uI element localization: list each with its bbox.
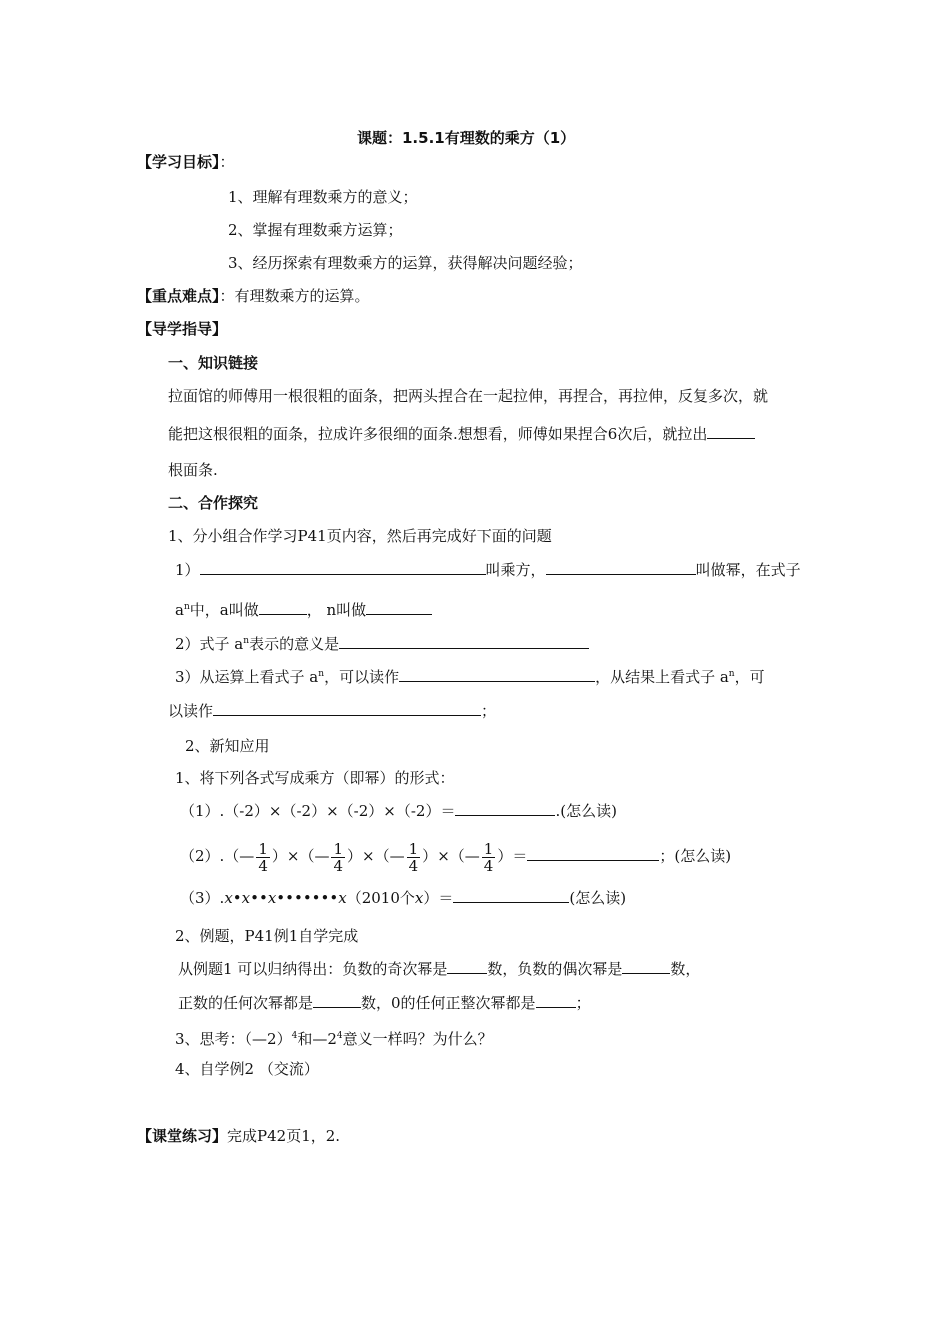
key-points-line: [137, 286, 370, 306]
key-points-heading: 【重点难点】: [137, 287, 220, 305]
fraction-one-quarter: [482, 841, 496, 874]
fraction-one-quarter: [407, 841, 421, 874]
close-paren: ）: [497, 847, 513, 865]
question-text: 叫乘方，: [485, 561, 546, 579]
times-sign: ×: [437, 847, 450, 865]
examples-title: 2、例题，P41例1自学完成: [175, 927, 359, 945]
exercise-number: （3）.: [180, 889, 225, 907]
answer-blank[interactable]: [455, 801, 555, 816]
section1-paragraph-line: 拉面馆的师傅用一根很粗的面条，把两头捏合在一起拉伸，再捏合，再拉伸，反复多次，就: [168, 387, 769, 405]
exponent-n: n: [318, 669, 325, 679]
fraction-one-quarter: [256, 841, 270, 874]
examples-text: ；: [575, 994, 591, 1012]
examples-text: 数，0的任何正整次幂都是: [361, 994, 536, 1012]
ellipsis-dots: •••••••: [276, 889, 339, 907]
examples-text: 正数的任何次幂都是: [178, 994, 314, 1012]
question-1-number: 1）: [175, 561, 200, 579]
practice-line: [137, 1126, 340, 1146]
think-text: 意义一样吗？为什么？: [342, 1030, 493, 1048]
open-paren-minus: （—: [374, 847, 405, 865]
answer-blank[interactable]: [399, 667, 595, 682]
section1-heading: 一、知识链接: [168, 354, 259, 372]
close-paren: ）: [271, 847, 287, 865]
answer-blank[interactable]: [366, 600, 432, 615]
question-text: 3）从运算上看式子 a: [175, 668, 319, 686]
question-text: 以读作: [168, 702, 214, 720]
think-text: 3、思考：（—2）: [175, 1030, 292, 1048]
fraction-numerator: 1: [258, 839, 268, 858]
objective-item: 3、经历探索有理数乘方的运算，获得解决问题经验；: [228, 254, 583, 272]
answer-blank[interactable]: [213, 701, 481, 716]
answer-blank[interactable]: [453, 888, 569, 903]
answer-blank[interactable]: [339, 634, 589, 649]
exercise-text: （2010个: [346, 889, 415, 907]
question-text: ，从结果上看式子 a: [595, 668, 729, 686]
section3-heading: 2、新知应用: [185, 737, 270, 755]
equals-sign: ＝: [512, 847, 528, 865]
answer-blank[interactable]: [200, 560, 486, 575]
question-text: 中，a叫做: [189, 601, 259, 619]
exponent-n: n: [728, 669, 735, 679]
question-text: ， n叫做: [306, 601, 367, 619]
exercise-1-expression: （1）.（-2）×（-2）×（-2）×（-2）＝: [180, 802, 456, 820]
answer-blank[interactable]: [447, 959, 487, 974]
key-points-text: ：有理数乘方的运算。: [219, 287, 370, 305]
exponent-n: n: [243, 636, 250, 646]
answer-blank[interactable]: [527, 846, 659, 861]
fraction-numerator: 1: [483, 839, 494, 858]
how-to-read-hint: ；(怎么读): [659, 847, 732, 865]
question-text: ，可以读作: [324, 668, 400, 686]
fraction-denominator: 4: [258, 856, 268, 875]
section1-paragraph-line: [168, 424, 755, 444]
variable-a: a: [175, 601, 184, 619]
self-study-line: 4、自学例2 （交流）: [175, 1060, 319, 1078]
question-text: 2）式子 a: [175, 635, 244, 653]
objective-item: 2、掌握有理数乘方运算；: [228, 221, 403, 239]
answer-blank[interactable]: [259, 600, 307, 615]
objectives-heading: 【学习目标】: [137, 153, 220, 171]
objectives-heading-line: [137, 152, 235, 172]
how-to-read-hint: .(怎么读): [555, 802, 617, 820]
section2-task: 1、分小组合作学习P41页内容，然后再完成好下面的问题: [168, 527, 552, 545]
question-text: ，可: [734, 668, 765, 686]
question-1-line-2: [175, 597, 432, 620]
exponent: 4: [336, 1031, 343, 1041]
examples-text: 从例题1 可以归纳得出：负数的奇次幂是: [178, 960, 448, 978]
fraction-denominator: 4: [333, 856, 344, 875]
answer-blank[interactable]: [707, 424, 755, 439]
fraction-one-quarter: [331, 841, 345, 874]
exponent: 4: [291, 1031, 298, 1041]
open-paren-minus: （—: [449, 847, 480, 865]
practice-text: 完成P42页1，2.: [227, 1127, 341, 1145]
examples-line-2: [178, 993, 591, 1013]
times-sign: ×: [362, 847, 375, 865]
guide-heading: 【导学指导】: [137, 320, 228, 338]
objective-item: 1、理解有理数乘方的意义；: [228, 188, 418, 206]
examples-text: 数，负数的偶次幂是: [487, 960, 623, 978]
answer-blank[interactable]: [622, 959, 670, 974]
answer-blank[interactable]: [536, 993, 576, 1008]
examples-text: 数，: [670, 960, 701, 978]
exercise-1-line: [180, 801, 617, 821]
section1-paragraph-line: 根面条.: [168, 461, 218, 479]
multiply-dots: ••: [250, 889, 268, 907]
think-text: 和—2: [297, 1030, 337, 1048]
variable-x: x: [414, 889, 424, 907]
close-paren: ）: [422, 847, 438, 865]
exercise-2-line: [180, 834, 731, 878]
question-1-line: [175, 560, 801, 580]
question-3-line-2: [168, 701, 496, 721]
section1-paragraph-text: 能把这根很粗的面条，拉成许多很细的面条.想想看，师傅如果捏合6次后，就拉出: [168, 425, 708, 443]
think-question: [175, 1026, 493, 1049]
objectives-colon: ：: [219, 153, 235, 171]
variable-x: x: [224, 889, 233, 907]
how-to-read-hint: (怎么读): [569, 889, 627, 907]
section3-task: 1、将下列各式写成乘方（即幂）的形式：: [175, 769, 455, 787]
times-sign: ×: [286, 847, 300, 865]
exponent-n: n: [183, 602, 190, 612]
open-paren-minus: （2）.（—: [180, 847, 255, 865]
examples-line-1: [178, 959, 700, 979]
question-text: ；: [481, 702, 497, 720]
question-2-line: [175, 631, 589, 654]
fraction-numerator: 1: [333, 839, 344, 858]
question-3-line: [175, 664, 765, 687]
close-paren: ）: [347, 847, 363, 865]
question-text: 表示的意义是: [249, 635, 340, 653]
variable-x: x: [338, 889, 347, 907]
open-paren-minus: （—: [299, 847, 330, 865]
variable-x: x: [241, 889, 251, 907]
answer-blank[interactable]: [546, 560, 696, 575]
exercise-text: ）＝: [423, 889, 454, 907]
fraction-denominator: 4: [483, 856, 494, 875]
practice-heading: 【课堂练习】: [137, 1127, 228, 1145]
multiply-dot: •: [232, 889, 242, 907]
fraction-numerator: 1: [408, 839, 419, 858]
answer-blank[interactable]: [313, 993, 361, 1008]
page-title: 课题：1.5.1有理数的乘方（1）: [357, 129, 576, 147]
fraction-denominator: 4: [408, 856, 419, 875]
question-text: 叫做幂，在式子: [695, 561, 801, 579]
variable-x: x: [267, 889, 277, 907]
exercise-3-line: [180, 888, 626, 908]
section2-heading: 二、合作探究: [168, 494, 259, 512]
